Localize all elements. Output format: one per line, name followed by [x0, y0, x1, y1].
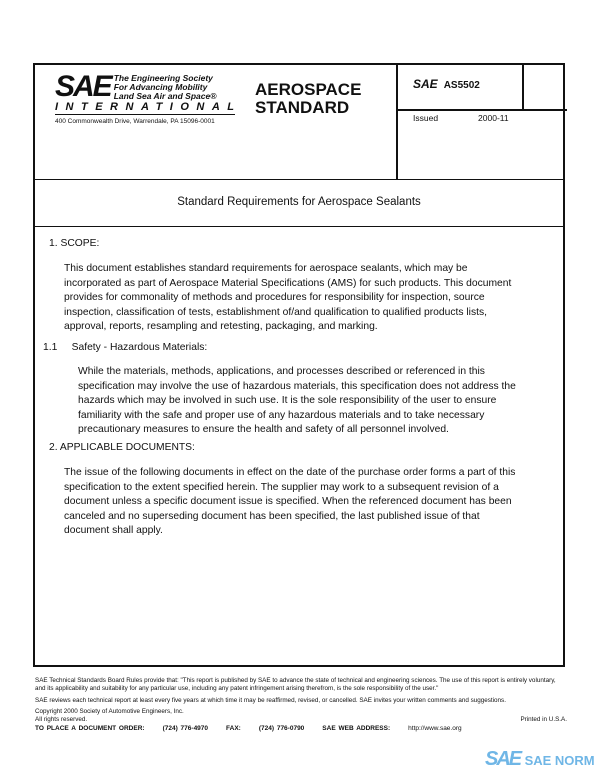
section-text: The issue of the following documents in effect on the date of the purchase order forms a part of this specification to the extent specified herein. The supplier may work to a subsequent revision of a document unless a specific document issue is specified. When the referenced document has been canceled and no superseding document has been specified, the last published issue of that document shall apply.: [64, 467, 516, 536]
section-text: This document establishes standard requirements for aerospace sealants, which may be incorporated as part of Aerospace Material Specifications (AMS) for such products. This document provides for commonality of methods and procedures for responsibility for inspection, source inspection, classification of tests, establishment of/and qualification to qualified products lists, approval, reports, resampling and retesting, packaging, and marking.: [64, 263, 512, 332]
address: 400 Commonwealth Drive, Warrendale, PA 15096-0001: [55, 118, 215, 125]
issued: Issued 2000-11: [413, 113, 509, 123]
policy-text: SAE Technical Standards Board Rules provide that: "This report is published by SAE to advance the state of technical and engineering sciences. The use of this report is entirely voluntary, and its applicability and suitability for any particular use, including any patent infringement arising therefrom, is the sole responsibility of the user.": [35, 677, 556, 692]
rights: All rights reserved.: [35, 716, 88, 723]
tagline: The Engineering Society For Advancing Mobility Land Sea Air and Space®: [113, 73, 217, 101]
sae-logo: [55, 70, 242, 125]
web-link[interactable]: http://www.sae.org: [408, 725, 462, 732]
doc-number: SAE AS5502: [413, 77, 480, 91]
document-frame: [33, 63, 565, 667]
printed: Printed in U.S.A.: [520, 716, 567, 723]
watermark-logo: SAE SAE NORM: [485, 748, 595, 770]
section-heading: 2. APPLICABLE DOCUMENTS:: [49, 442, 195, 453]
order-line: TO PLACE A DOCUMENT ORDER: (724) 776-4970 FAX: (724) 776-0790 SAE WEB ADDRESS: http://www.sae.org: [35, 725, 462, 732]
document-title: Standard Requirements for Aerospace Sealants: [35, 179, 563, 227]
logo-text: SAE: [55, 70, 111, 103]
section-heading: 1.1 Safety - Hazardous Materials:: [43, 342, 208, 353]
section-heading: 1. SCOPE:: [49, 238, 100, 249]
section-text: While the materials, methods, applications, and processes described or referenced in this specification may involve the use of hazardous materials, this specification does not address the hazards which may be involved in such use. It is the sole responsibility of the user to ensure familiarity with the safe and proper use of any hazardous materials and to take necessary precautionary measures to ensure the health and safety of all personnel involved.: [78, 366, 516, 435]
doc-type: AEROSPACE STANDARD: [255, 80, 362, 117]
copyright: Copyright 2000 Society of Automotive Engineers, Inc.: [35, 708, 184, 715]
international: INTERNATIONAL: [55, 101, 242, 113]
review-text: SAE reviews each technical report at least every five years at which time it may be reaffirmed, revised, or cancelled. SAE invites your written comments and suggestions.: [35, 697, 506, 704]
document-header: [35, 65, 563, 180]
